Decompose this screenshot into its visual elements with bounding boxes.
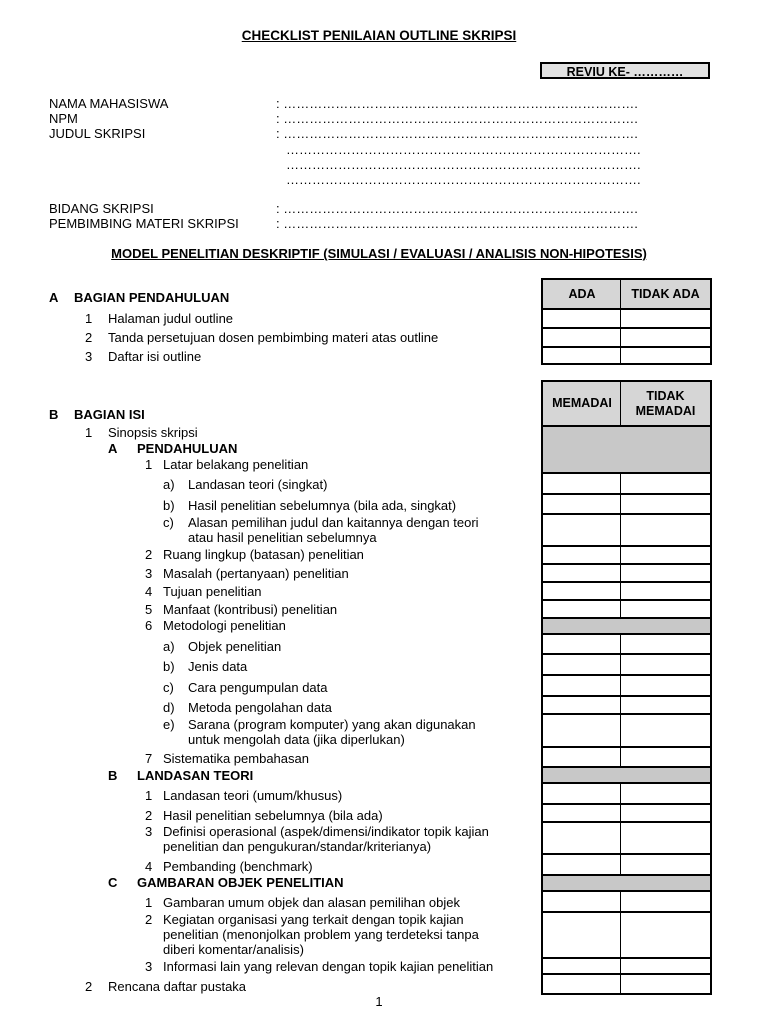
item-text: atau hasil penelitian sebelumnya [188, 530, 377, 545]
field-label: PEMBIMBING MATERI SKRIPSI [49, 216, 239, 231]
col-tidak-memadai-header: TIDAK MEMADAI [620, 381, 711, 426]
checkbox-memadai[interactable] [542, 912, 622, 958]
item-text: Halaman judul outline [108, 311, 234, 326]
checkbox-memadai[interactable] [542, 783, 622, 804]
item-text: Sistematika pembahasan [163, 751, 309, 766]
item-text: Metodologi penelitian [163, 618, 286, 633]
checkbox-memadai[interactable] [542, 822, 622, 854]
item-number: a) [163, 639, 175, 654]
item-number: a) [163, 477, 175, 492]
field-value: ………………………………………………………………………. [286, 157, 641, 172]
checkbox-tidak-memadai[interactable] [620, 494, 711, 514]
item-number: 5 [145, 602, 153, 617]
item-number: c) [163, 515, 174, 530]
item-number: 1 [145, 457, 153, 472]
item-number: B [108, 768, 118, 783]
checkbox-tidak-memadai[interactable] [620, 514, 711, 546]
checkbox-memadai[interactable] [542, 654, 622, 675]
checkbox-tidak-memadai[interactable] [620, 912, 711, 958]
checkbox-memadai[interactable] [542, 714, 622, 747]
item-text: Rencana daftar pustaka [108, 979, 247, 994]
item-number: d) [163, 700, 175, 715]
item-text: Tujuan penelitian [163, 584, 262, 599]
checkbox-tidak-memadai[interactable] [620, 582, 711, 600]
item-text: penelitian dan pengukuran/standar/kriterianya) [163, 839, 432, 854]
shaded-row [542, 618, 711, 634]
item-number: 2 [145, 547, 153, 562]
item-text: Jenis data [188, 659, 248, 674]
item-text: Tanda persetujuan dosen pembimbing materi atas outline [108, 330, 439, 345]
field-label: JUDUL SKRIPSI [49, 126, 146, 141]
checkbox-memadai[interactable] [542, 696, 622, 714]
item-text: Landasan teori (umum/khusus) [163, 788, 343, 803]
checkbox-tidak-memadai[interactable] [620, 783, 711, 804]
item-number: b) [163, 659, 175, 674]
field-label: NPM [49, 111, 78, 126]
item-text: Hasil penelitian sebelumnya (bila ada) [163, 808, 383, 823]
item-text: Gambaran umum objek dan alasan pemilihan objek [163, 895, 461, 910]
item-text: Hasil penelitian sebelumnya (bila ada, singkat) [188, 498, 457, 513]
checkbox-memadai[interactable] [542, 514, 622, 546]
checkbox-tidak-memadai[interactable] [620, 958, 711, 974]
field-value: : ………………………………………………………………………. [276, 126, 638, 141]
item-text: Latar belakang penelitian [163, 457, 309, 472]
field-value: : ………………………………………………………………………. [276, 216, 638, 231]
checkbox-memadai[interactable] [542, 494, 622, 514]
field-value: : ………………………………………………………………………. [276, 111, 638, 126]
checkbox-memadai[interactable] [542, 854, 622, 875]
item-number: 3 [85, 349, 93, 364]
checkbox-memadai[interactable] [542, 473, 622, 494]
item-number: C [108, 875, 118, 890]
checkbox-memadai[interactable] [542, 634, 622, 654]
field-value: : ………………………………………………………………………. [276, 96, 638, 111]
item-number: 4 [145, 584, 153, 599]
checkbox-tidak-memadai[interactable] [620, 600, 711, 618]
checkbox-tidak-memadai[interactable] [620, 696, 711, 714]
checkbox-memadai[interactable] [542, 804, 622, 822]
item-number: 7 [145, 751, 153, 766]
checkbox-tidak-ada[interactable] [620, 309, 711, 328]
checkbox-ada[interactable] [542, 328, 622, 347]
item-number: 3 [145, 824, 153, 839]
checkbox-memadai[interactable] [542, 958, 622, 974]
shaded-row [542, 875, 711, 891]
item-text: untuk mengolah data (jika diperlukan) [188, 732, 405, 747]
checkbox-memadai[interactable] [542, 564, 622, 582]
item-text: Definisi operasional (aspek/dimensi/indikator topik kajian [163, 824, 489, 839]
item-text: Informasi lain yang relevan dengan topik kajian penelitian [163, 959, 494, 974]
checkbox-tidak-memadai[interactable] [620, 473, 711, 494]
item-text: Sinopsis skripsi [108, 425, 198, 440]
item-text: Metoda pengolahan data [188, 700, 332, 715]
checkbox-tidak-memadai[interactable] [620, 822, 711, 854]
checkbox-tidak-ada[interactable] [620, 347, 711, 365]
field-label: NAMA MAHASISWA [49, 96, 169, 111]
checkbox-memadai[interactable] [542, 546, 622, 564]
item-text: Sarana (program komputer) yang akan digunakan [188, 717, 476, 732]
item-number: 3 [145, 959, 153, 974]
item-number: 1 [85, 425, 93, 440]
item-text: Daftar isi outline [108, 349, 202, 364]
item-number: 2 [85, 330, 93, 345]
checkbox-memadai[interactable] [542, 600, 622, 618]
section-a-letter: A [49, 290, 59, 305]
document-title: CHECKLIST PENILAIAN OUTLINE SKRIPSI [241, 28, 517, 43]
field-value: ………………………………………………………………………. [286, 142, 641, 157]
field-value: : ………………………………………………………………………. [276, 201, 638, 216]
checkbox-memadai[interactable] [542, 675, 622, 696]
item-text: LANDASAN TEORI [137, 768, 254, 783]
section-b-letter: B [49, 407, 59, 422]
item-number: 3 [145, 566, 153, 581]
item-number: 2 [145, 808, 153, 823]
item-text: Kegiatan organisasi yang terkait dengan topik kajian [163, 912, 464, 927]
field-label: BIDANG SKRIPSI [49, 201, 154, 216]
checkbox-tidak-memadai[interactable] [620, 714, 711, 747]
item-text: Manfaat (kontribusi) penelitian [163, 602, 338, 617]
item-text: Masalah (pertanyaan) penelitian [163, 566, 349, 581]
item-number: e) [163, 717, 175, 732]
item-number: 2 [85, 979, 93, 994]
checkbox-tidak-memadai[interactable] [620, 675, 711, 696]
item-number: b) [163, 498, 175, 513]
col-ada-header: ADA [542, 279, 622, 309]
checkbox-ada[interactable] [542, 347, 622, 365]
checkbox-tidak-memadai[interactable] [620, 804, 711, 822]
item-text: penelitian (menonjolkan problem yang terdeteksi tanpa [163, 927, 479, 942]
section-b-title: BAGIAN ISI [74, 407, 145, 422]
item-text: Alasan pemilihan judul dan kaitannya dengan teori [188, 515, 479, 530]
page-number: 1 [375, 994, 383, 1009]
item-number: 1 [145, 895, 153, 910]
checkbox-tidak-memadai[interactable] [620, 546, 711, 564]
item-text: Pembanding (benchmark) [163, 859, 313, 874]
checkbox-memadai[interactable] [542, 582, 622, 600]
item-text: Landasan teori (singkat) [188, 477, 328, 492]
item-number: 6 [145, 618, 153, 633]
item-text: Cara pengumpulan data [188, 680, 328, 695]
checkbox-tidak-memadai[interactable] [620, 974, 711, 994]
shaded-row [542, 767, 711, 783]
checkbox-memadai[interactable] [542, 891, 622, 912]
shaded-row [542, 426, 711, 473]
checkbox-tidak-memadai[interactable] [620, 891, 711, 912]
checkbox-tidak-memadai[interactable] [620, 654, 711, 675]
checkbox-tidak-memadai[interactable] [620, 634, 711, 654]
col-tidak-ada-header: TIDAK ADA [620, 279, 711, 309]
item-text: diberi komentar/analisis) [163, 942, 304, 957]
checkbox-memadai[interactable] [542, 974, 622, 994]
checkbox-tidak-memadai[interactable] [620, 747, 711, 767]
checkbox-tidak-ada[interactable] [620, 328, 711, 347]
item-number: c) [163, 680, 174, 695]
model-title: MODEL PENELITIAN DESKRIPTIF (SIMULASI / EVALUASI / ANALISIS NON-HIPOTESIS) [111, 246, 647, 261]
checkbox-memadai[interactable] [542, 747, 622, 767]
item-text: GAMBARAN OBJEK PENELITIAN [137, 875, 344, 890]
item-text: Objek penelitian [188, 639, 282, 654]
item-text: PENDAHULUAN [137, 441, 238, 456]
checkbox-tidak-memadai[interactable] [620, 854, 711, 875]
item-number: 1 [145, 788, 153, 803]
field-value: ………………………………………………………………………. [286, 172, 641, 187]
section-a-title: BAGIAN PENDAHULUAN [74, 290, 230, 305]
reviu-box: REVIU KE- ………… [540, 62, 710, 79]
item-number: 1 [85, 311, 93, 326]
col-memadai-header: MEMADAI [542, 381, 622, 426]
checkbox-tidak-memadai[interactable] [620, 564, 711, 582]
item-number: 2 [145, 912, 153, 927]
item-number: A [108, 441, 118, 456]
item-number: 4 [145, 859, 153, 874]
checkbox-ada[interactable] [542, 309, 622, 328]
item-text: Ruang lingkup (batasan) penelitian [163, 547, 364, 562]
